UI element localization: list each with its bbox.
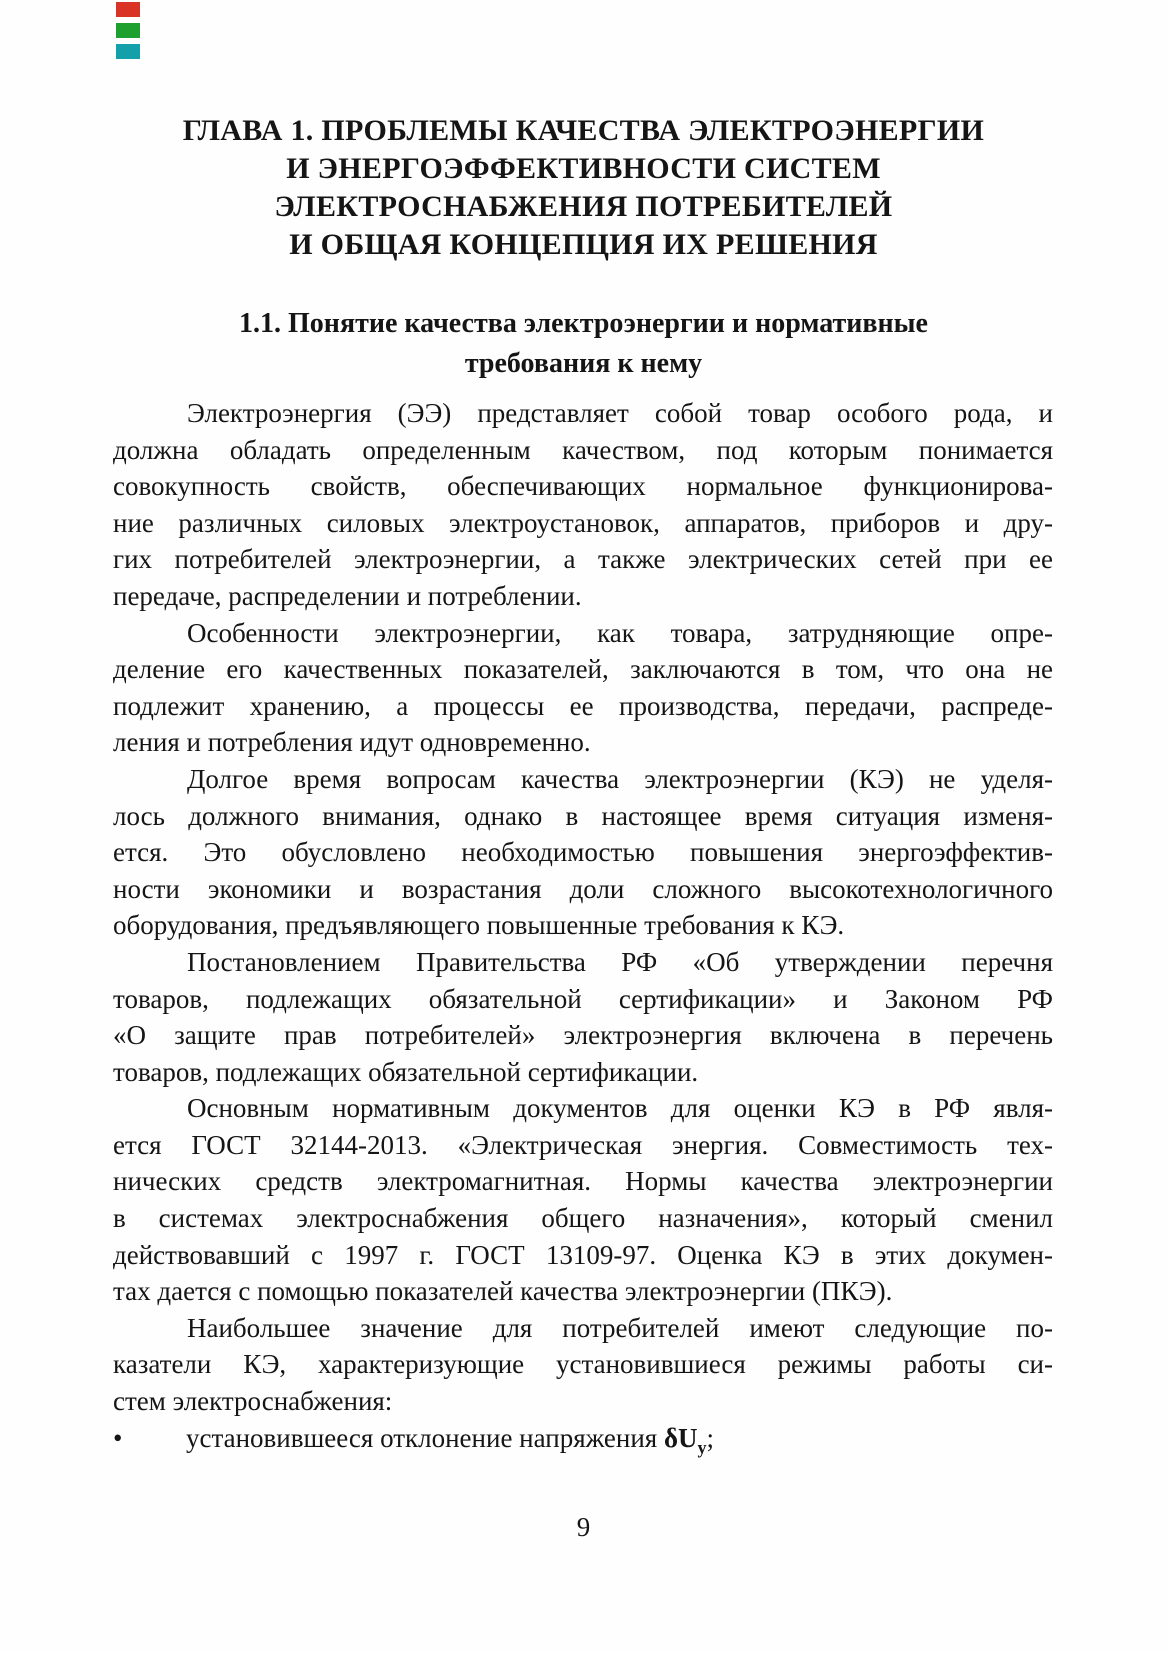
paragraph (113, 1310, 1053, 1420)
text-line: Наибольшее значение для потребителей имеют следующие по- (187, 1312, 1053, 1343)
text-line: оборудования, предъявляющего повышенные требования к КЭ. (113, 910, 845, 941)
text-line: ется ГОСТ 32144-2013. «Электрическая энергия. Совместимость тех- (113, 1129, 1053, 1160)
scan-artifact-green (116, 23, 140, 38)
text-line: деление его качественных показателей, заключаются в том, что она не (113, 654, 1053, 685)
text-line: товаров, подлежащих обязательной сертификации» и Законом РФ (113, 983, 1053, 1014)
bullet-marker: • (113, 1422, 123, 1453)
body-text (113, 395, 1053, 1420)
text-line: «О защите прав потребителей» электроэнергия включена в перечень (113, 1020, 1053, 1051)
text-line: Основным нормативным документов для оценки КЭ в РФ явля- (187, 1093, 1053, 1124)
text-line: казатели КЭ, характеризующие установившиеся режимы работы си- (113, 1349, 1053, 1380)
scan-artifact-teal (116, 44, 140, 59)
section-heading (0, 304, 1167, 384)
scan-color-artifacts (116, 2, 142, 65)
text-line: передаче, распределении и потреблении. (113, 580, 582, 611)
bullet-tail-text: ; (706, 1422, 715, 1453)
chapter-title (0, 0, 1167, 264)
text-line: 1.1. Понятие качества электроэнергии и нормативные (239, 308, 928, 339)
text-line: Электроэнергия (ЭЭ) представляет собой товар особого рода, и (187, 398, 1053, 428)
text-line: ЭЛЕКТРОСНАБЖЕНИЯ ПОТРЕБИТЕЛЕЙ (274, 190, 893, 223)
bullet-lead-text: установившееся отклонение напряжения (186, 1422, 664, 1453)
text-line: Долгое время вопросам качества электроэнергии (КЭ) не уделя- (187, 763, 1053, 794)
text-line: товаров, подлежащих обязательной сертификации. (113, 1056, 699, 1087)
text-line: подлежит хранению, а процессы ее производства, передачи, распреде- (113, 690, 1053, 721)
paragraph (113, 944, 1053, 1090)
text-line: Постановлением Правительства РФ «Об утверждении перечня (187, 946, 1053, 977)
text-line: тах дается с помощью показателей качества электроэнергии (ПКЭ). (113, 1276, 893, 1307)
bullet-text (186, 1420, 714, 1466)
paragraph (113, 395, 1053, 615)
text-line: нических средств электромагнитная. Нормы качества электроэнергии (113, 1166, 1053, 1197)
text-line: действовавший с 1997 г. ГОСТ 13109-97. Оценка КЭ в этих докумен- (113, 1239, 1053, 1270)
text-line: Особенности электроэнергии, как товара, затрудняющие опре- (187, 617, 1053, 648)
text-line: ется. Это обусловлено необходимостью повышения энергоэффектив- (113, 837, 1053, 868)
text-line: стем электроснабжения: (113, 1386, 393, 1417)
text-line: должна обладать определенным качеством, под которым понимается (113, 434, 1053, 465)
text-line: в системах электроснабжения общего назначения», который сменил (113, 1203, 1053, 1234)
text-line: ГЛАВА 1. ПРОБЛЕМЫ КАЧЕСТВА ЭЛЕКТРОЭНЕРГИИ (182, 114, 985, 147)
text-line: ние различных силовых электроустановок, аппаратов, приборов и дру- (113, 507, 1053, 538)
text-line: И ОБЩАЯ КОНЦЕПЦИЯ ИХ РЕШЕНИЯ (289, 228, 878, 261)
paragraph (113, 761, 1053, 944)
text-line: гих потребителей электроэнергии, а также электрических сетей при ее (113, 544, 1053, 575)
paragraph (113, 615, 1053, 761)
text-line: И ЭНЕРГОЭФФЕКТИВНОСТИ СИСТЕМ (286, 152, 881, 185)
text-line: ности экономики и возрастания доли сложного высокотехнологичного (113, 873, 1053, 904)
text-line: ления и потребления идут одновременно. (113, 727, 591, 758)
text-line: лось должного внимания, однако в настоящее время ситуация изменя- (113, 800, 1053, 831)
paragraph (113, 1090, 1053, 1310)
page-number: 9 (576, 1512, 591, 1542)
text-line: требования к нему (464, 348, 703, 379)
voltage-deviation-symbol: $\delta U_у$ (663, 1422, 707, 1458)
bullet-item (113, 1420, 1053, 1466)
scan-artifact-red (116, 2, 140, 17)
text-line: совокупность свойств, обеспечивающих нормальное функционирова- (113, 471, 1053, 502)
